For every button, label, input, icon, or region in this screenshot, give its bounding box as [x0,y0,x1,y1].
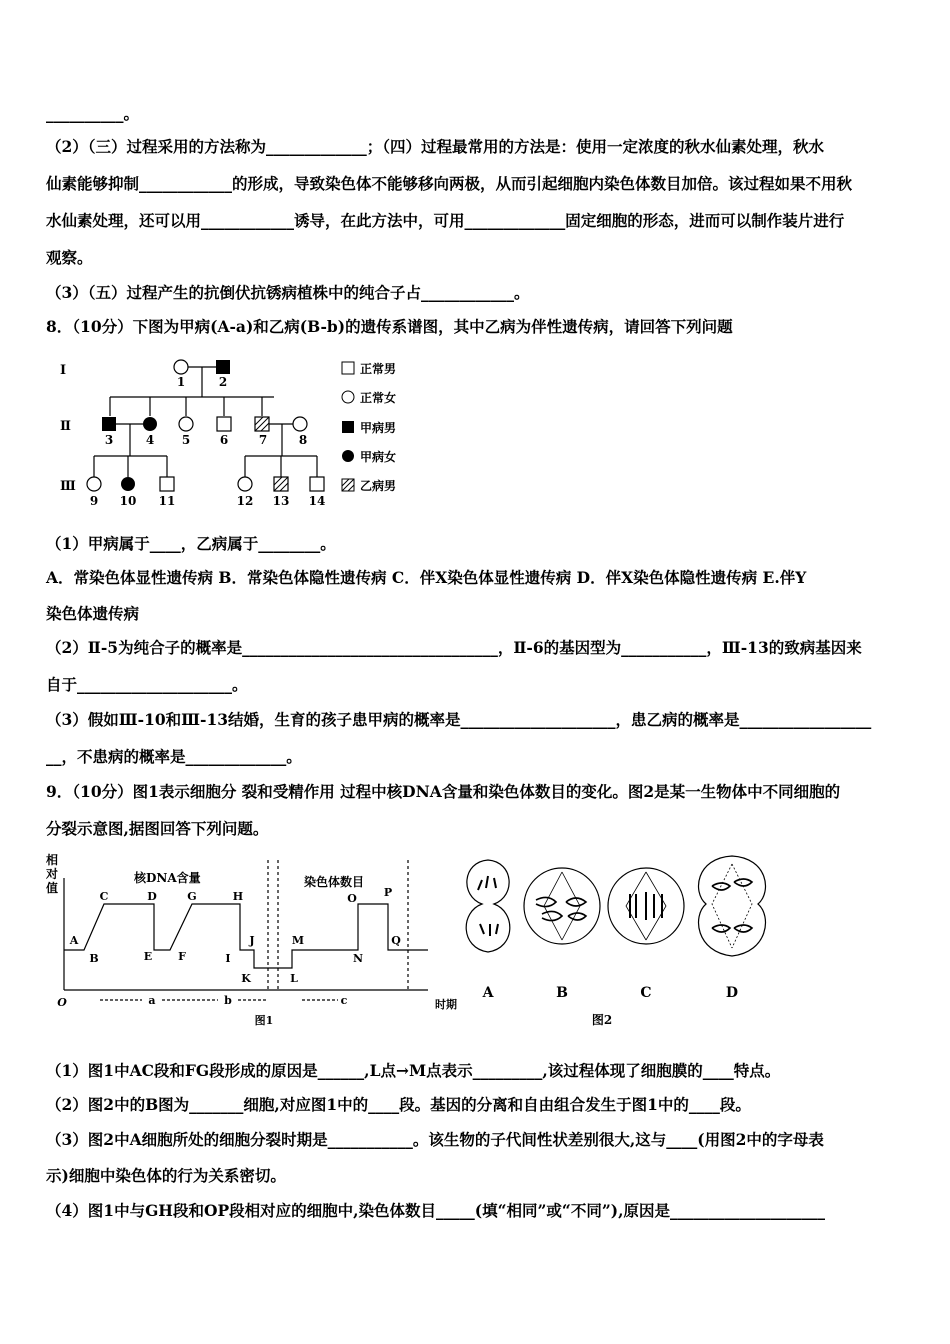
point-Q: Q [391,934,401,947]
pedigree-III-12 [238,477,252,491]
figure-2-caption: 图2 [591,1013,613,1027]
point-P: P [383,886,393,899]
text-line-19: 示)细胞中染色体的行为关系密切。 [46,1166,286,1185]
pedigree-chart [50,352,430,517]
point-J: J [249,934,255,947]
text-line-4: 观察。 [46,248,93,267]
fig1-title-dna: 核DNA含量 [134,871,201,885]
origin-O: O [57,996,67,1009]
ped-num-7: 7 [258,433,268,447]
pedigree-II-8 [293,417,307,431]
ped-num-12: 12 [236,494,254,508]
legend-normal-male: 正常男 [360,362,397,376]
segment-c: c [340,994,348,1007]
figure-1-caption: 图1 [254,1014,274,1027]
ped-num-2: 2 [218,375,228,389]
text-line-9: 染色体遗传病 [46,604,140,623]
figure-2-diagram [456,852,786,1032]
text-line-8: A．常染色体显性遗传病 B．常染色体隐性遗传病 C．伴X染色体显性遗传病 D．伴X染色体隐性遗传病 E.伴Y [46,568,807,587]
pedigree-I-2 [216,360,230,374]
ped-num-11: 11 [158,494,176,508]
ped-num-3: 3 [104,433,114,447]
text-line-14: 9．（10分）图1表示细胞分 裂和受精作用 过程中核DNA含量和染色体数目的变化。图2是某一生物体中不同细胞的 [46,782,841,801]
text-line-16: （1）图1中AC段和FG段形成的原因是______,L点→M点表示_________,该过程体现了细胞膜的____特点。 [46,1061,781,1080]
y-label-2: 对 [46,867,59,881]
segment-b: b [224,994,232,1007]
y-label-3: 值 [46,881,59,895]
cell-B [524,868,600,944]
cell-D [699,856,766,956]
cell-label-B: B [556,985,568,1001]
x-label: 时期 [435,998,457,1011]
legend-jia-female: 甲病女 [360,450,397,464]
pedigree-II-3 [102,417,116,431]
text-line-6: 8．（10分）下图为甲病(A-a)和乙病(B-b)的遗传系谱图，其中乙病为伴性遗传病，请回答下列问题 [46,317,733,336]
point-C: C [99,890,109,903]
point-E: E [143,950,153,963]
text-line-12: （3）假如Ⅲ-10和Ⅲ-13结婚，生育的孩子患甲病的概率是____________________，患乙病的概率是_________________ [46,710,872,729]
pedigree-II-5 [179,417,193,431]
point-N: N [352,952,364,965]
fig1-title-chromosome: 染色体数目 [304,875,365,889]
legend-jia-male: 甲病男 [360,421,397,435]
pedigree-III-9 [87,477,101,491]
text-line-3: 水仙素处理，还可以用____________诱导，在此方法中，可用_____________固定细胞的形态，进而可以制作装片进行 [46,211,845,230]
point-B: B [89,952,99,965]
ped-num-9: 9 [89,494,99,508]
point-F: F [178,950,186,963]
cell-label-A: A [482,985,494,1001]
pedigree-I-1 [174,360,188,374]
figure-1-chart [42,846,462,1036]
pedigree-II-6 [217,417,231,431]
ped-num-10: 10 [119,494,137,508]
gen-label-3: Ⅲ [60,479,76,494]
pedigree-legend [342,361,396,493]
cell-A [466,860,510,952]
point-O: O [347,892,357,905]
pedigree-II-4 [143,417,157,431]
point-G: G [187,890,197,903]
text-line-15: 分裂示意图,据图回答下列问题。 [46,819,269,838]
point-H: H [232,890,244,903]
gen-label-2: Ⅱ [60,419,71,434]
ped-num-4: 4 [145,433,155,447]
legend-normal-female: 正常女 [360,391,397,405]
point-A: A [69,934,79,947]
point-L: L [290,972,298,985]
pedigree-III-13 [274,477,288,491]
legend-yi-male: 乙病男 [360,479,397,493]
point-M: M [291,934,305,947]
ped-num-1: 1 [176,375,186,389]
text-line-17: （2）图2中的B图为_______细胞,对应图1中的____段。基因的分离和自由组合发生于图1中的____段。 [46,1095,751,1114]
y-label-1: 相 [46,853,59,867]
cell-label-D: D [725,985,739,1001]
text-line-0: __________。 [46,104,140,123]
point-K: K [241,972,251,985]
point-D: D [147,890,157,903]
pedigree-II-7 [255,417,269,431]
segment-a: a [148,994,156,1007]
text-line-11: 自于____________________。 [46,675,248,694]
ped-num-6: 6 [219,433,229,447]
text-line-10: （2）Ⅱ-5为纯合子的概率是_________________________________，Ⅱ-6的基因型为___________，Ⅲ-13的致病基因来 [46,638,862,657]
text-line-7: （1）甲病属于____，乙病属于________。 [46,534,336,553]
ped-num-8: 8 [298,433,308,447]
text-line-18: （3）图2中A细胞所处的细胞分裂时期是___________。该生物的子代间性状差别很大,这与____(用图2中的字母表 [46,1130,824,1149]
ped-num-5: 5 [181,433,191,447]
point-I: I [225,952,231,965]
pedigree-III-10 [121,477,135,491]
text-line-20: （4）图1中与GH段和OP段相对应的细胞中,染色体数目_____(填“相同”或“不同”),原因是____________________ [46,1201,825,1220]
pedigree-III-11 [160,477,174,491]
text-line-13: __，不患病的概率是_____________。 [46,747,302,766]
ped-num-14: 14 [308,494,326,508]
gen-label-1: Ⅰ [60,363,67,378]
text-line-5: （3）（五）过程产生的抗倒伏抗锈病植株中的纯合子占____________。 [46,283,530,302]
cell-label-C: C [640,985,652,1001]
text-line-1: （2）（三）过程采用的方法称为_____________；（四）过程最常用的方法是：使用一定浓度的秋水仙素处理，秋水 [46,137,825,156]
text-line-2: 仙素能够抑制____________的形成，导致染色体不能够移向两极，从而引起细胞内染色体数目加倍。该过程如果不用秋 [46,174,853,193]
ped-num-13: 13 [272,494,290,508]
pedigree-III-14 [310,477,324,491]
